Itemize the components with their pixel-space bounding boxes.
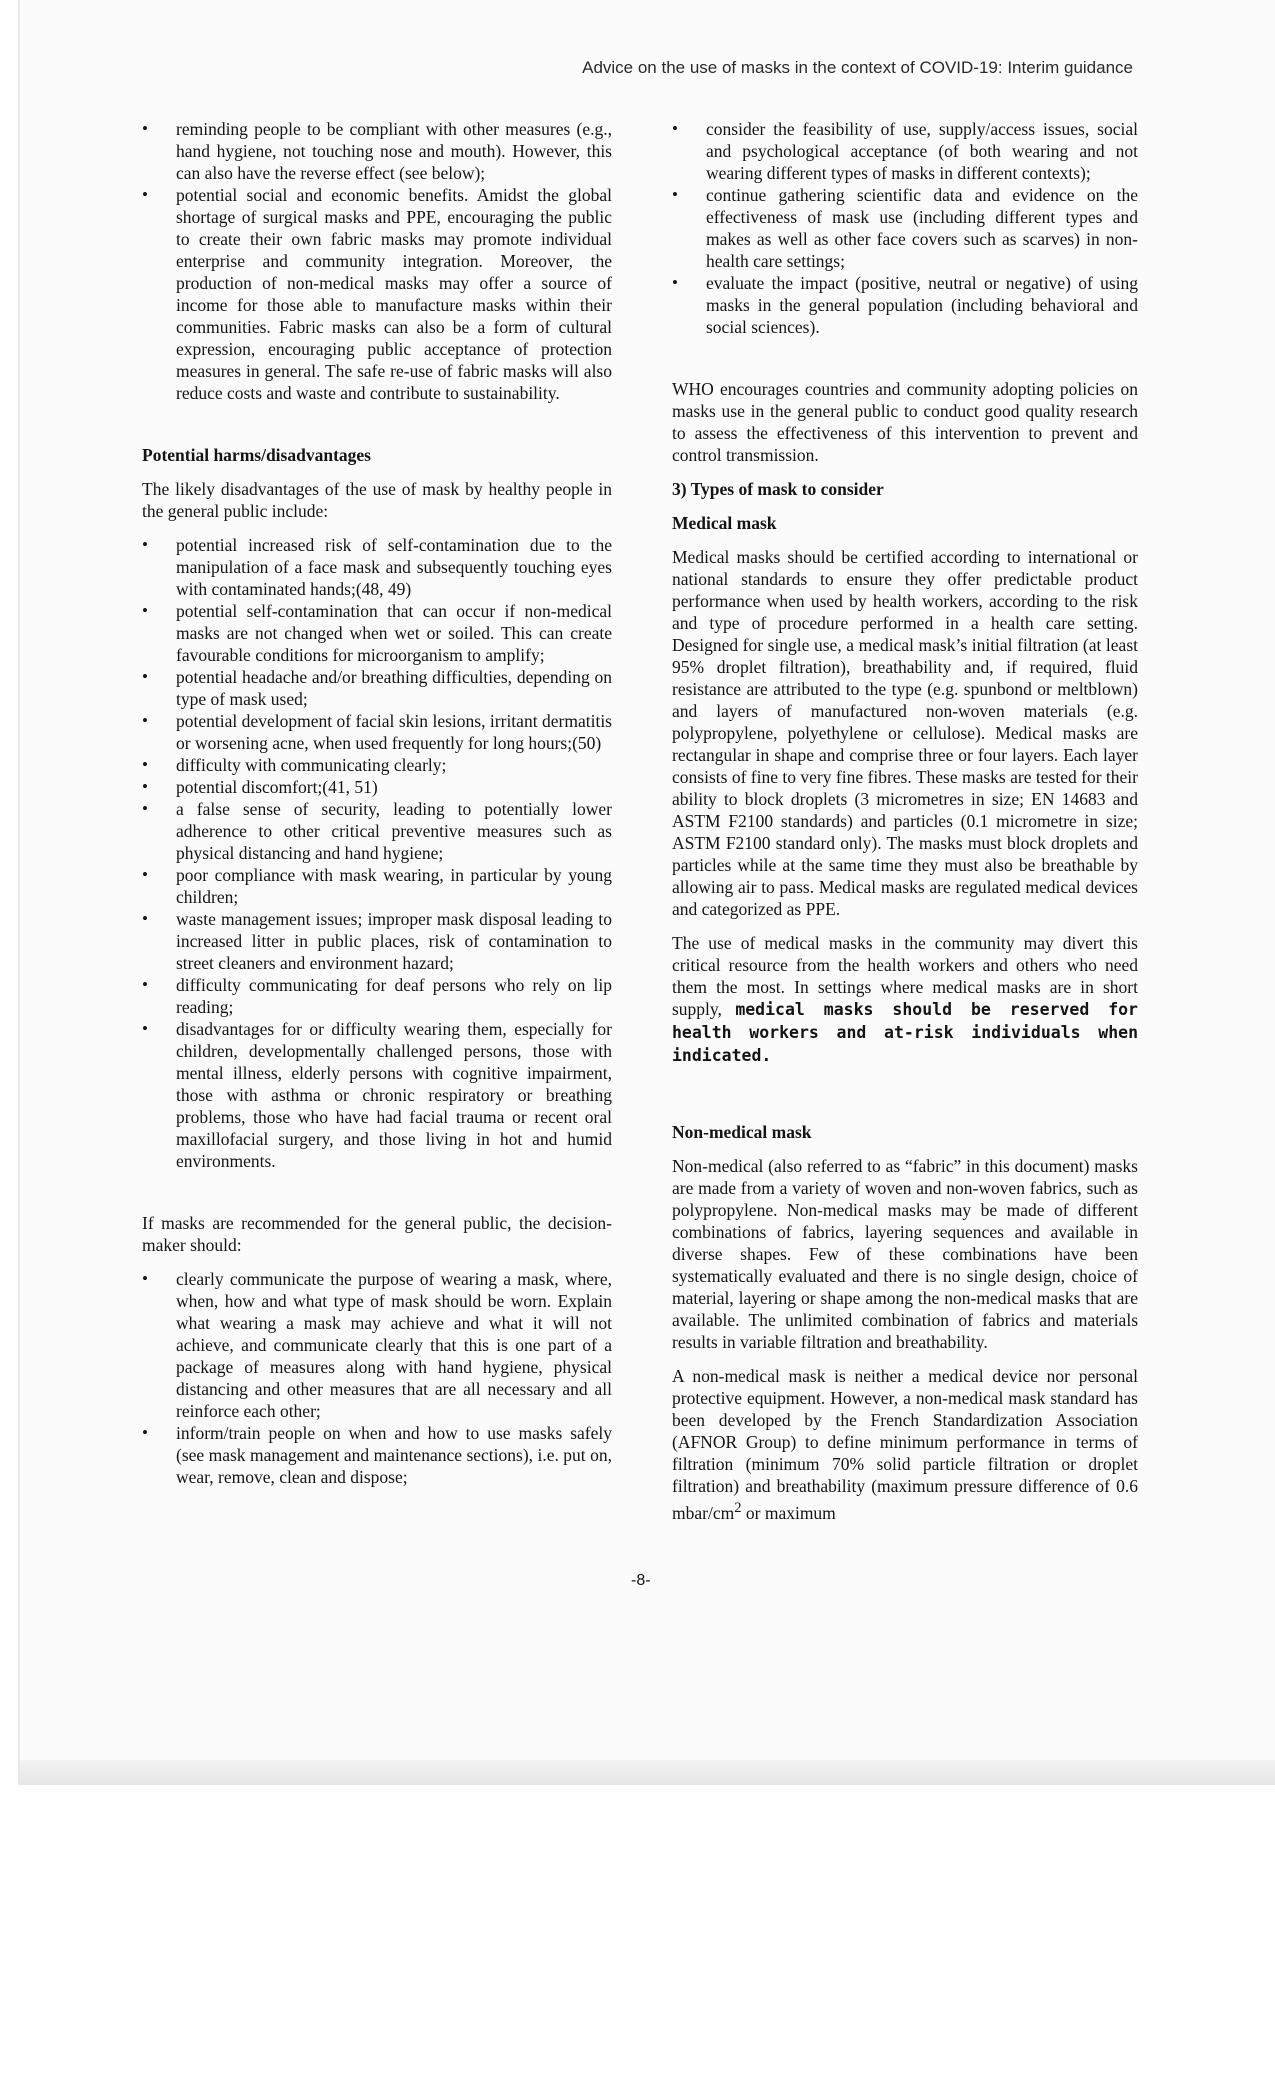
list-item: • clearly communicate the purpose of wearing a mask, where, when, how and what type of mask should be worn. Explain what wearing a mask may achieve and what it will not achieve, and communicate clearly that this is one part of a package of measures along with hand hygiene, physical distancing and other measures that are all necessary and all reinforce each other; — [142, 1269, 612, 1421]
list-item: • potential discomfort;(41, 51) — [142, 777, 378, 797]
list-item: • consider the feasibility of use, supply/access issues, social and psychological acceptance (of both wearing and not wearing different types of masks in different contexts); — [672, 119, 1138, 183]
left-column — [142, 118, 612, 1502]
decision-list — [142, 1268, 612, 1488]
harms-list — [142, 534, 612, 1172]
list-item: • potential increased risk of self-contamination due to the manipulation of a face mask and subsequently touching eyes with contaminated hands;(48, 49) — [142, 535, 612, 599]
community-paragraph: The use of medical masks in the community may divert this critical resource from the health workers and others who need them the most. In settings where medical masks are in short supply, medical masks should be reserved for health workers and at-risk individuals when indicated. — [672, 933, 1138, 1065]
benefits-list — [142, 118, 612, 404]
page-number: -8- — [631, 1572, 651, 1589]
continued-list — [672, 118, 1138, 338]
section-heading-harms: Potential harms/disadvantages — [142, 445, 371, 465]
running-header: Advice on the use of masks in the context of COVID-19: Interim guidance — [582, 58, 1133, 77]
section-heading-types: 3) Types of mask to consider — [672, 479, 884, 499]
list-item: • difficulty with communicating clearly; — [142, 755, 447, 775]
right-column — [672, 118, 1138, 1536]
scan-edge — [20, 1760, 1275, 1785]
list-item: • a false sense of security, leading to potentially lower adherence to other critical preventive measures such as physical distancing and hand hygiene; — [142, 799, 612, 863]
list-item: • evaluate the impact (positive, neutral or negative) of using masks in the general population (including behavioral and social sciences). — [672, 273, 1138, 337]
list-item: • inform/train people on when and how to use masks safely (see mask management and maintenance sections), i.e. put on, wear, remove, clean and dispose; — [142, 1423, 612, 1487]
list-item: • difficulty communicating for deaf persons who rely on lip reading; — [142, 975, 612, 1017]
subheading-non-medical-mask: Non-medical mask — [672, 1122, 812, 1142]
list-item: • potential development of facial skin lesions, irritant dermatitis or worsening acne, when used frequently for long hours;(50) — [142, 711, 612, 753]
list-item: • reminding people to be compliant with other measures (e.g., hand hygiene, not touching nose and mouth). However, this can also have the reverse effect (see below); — [142, 119, 612, 183]
list-item: • waste management issues; improper mask disposal leading to increased litter in public places, risk of contamination to street cleaners and environment hazard; — [142, 909, 612, 973]
list-item: • potential self-contamination that can occur if non-medical masks are not changed when wet or soiled. This can create favourable conditions for microorganism to amplify; — [142, 601, 612, 665]
list-item: • potential headache and/or breathing difficulties, depending on type of mask used; — [142, 667, 612, 709]
medical-mask-paragraph: Medical masks should be certified according to international or national standards to ensure they offer predictable product performance when used by health workers, according to the risk and type of procedure performed in a health care setting. Designed for single use, a medical mask’s initial filtration (at least 95% droplet filtration), breathability and, if required, fluid resistance are attributed to the type (e.g. spunbond or meltblown) and layers of manufactured non-woven materials (e.g. polypropylene, polyethylene or cellulose). Medical masks are rectangular in shape and comprise three or four layers. Each layer consists of fine to very fine fibres. These masks are tested for their ability to block droplets (3 micrometres in size; EN 14683 and ASTM F2100 standards) and particles (0.1 micrometre in size; ASTM F2100 standard only). The masks must block droplets and particles while at the same time they must also be breathable by allowing air to pass. Medical masks are regulated medical devices and categorized as PPE. — [672, 547, 1138, 919]
afnor-paragraph: A non-medical mask is neither a medical device nor personal protective equipment. However, a non-medical mask standard has been developed by the French Standardization Association (AFNOR Group) to define minimum performance in terms of filtration (minimum 70% solid particle filtration or droplet filtration) and breathability (maximum pressure difference of 0.6 mbar/$cm^2$ or maximum — [672, 1366, 1138, 1523]
harms-intro: The likely disadvantages of the use of mask by healthy people in the general public include: — [142, 479, 612, 521]
reserved-note: medical masks should be reserved for health workers and at-risk individuals when indicated. — [672, 1000, 1138, 1065]
list-item: • potential social and economic benefits. Amidst the global shortage of surgical masks and PPE, encouraging the public to create their own fabric masks may promote individual enterprise and community integration. Moreover, the production of non-medical masks may offer a source of income for those able to manufacture masks within their communities. Fabric masks can also be a form of cultural expression, encouraging public acceptance of protection measures in general. The safe re-use of fabric masks will also reduce costs and waste and contribute to sustainability. — [142, 185, 612, 403]
list-item: • poor compliance with mask wearing, in particular by young children; — [142, 865, 612, 907]
subheading-medical-mask: Medical mask — [672, 513, 777, 533]
non-medical-paragraph: Non-medical (also referred to as “fabric” in this document) masks are made from a variety of woven and non-woven fabrics, such as polypropylene. Non-medical masks may be made of different combinations of fabrics, layering sequences and available in diverse shapes. Few of these combinations have been systematically evaluated and there is no single design, choice of material, layering or shape among the non-medical masks that are available. The unlimited combination of fabrics and materials results in variable filtration and breathability. — [672, 1156, 1138, 1352]
who-paragraph: WHO encourages countries and community adopting policies on masks use in the general public to conduct good quality research to assess the effectiveness of this intervention to prevent and control transmission. — [672, 379, 1138, 465]
decision-intro: If masks are recommended for the general public, the decision-maker should: — [142, 1213, 612, 1255]
list-item: • disadvantages for or difficulty wearing them, especially for children, developmentally challenged persons, those with mental illness, elderly persons with cognitive impairment, those with asthma or chronic respiratory or breathing problems, those who have had facial trauma or recent oral maxillofacial surgery, and those living in hot and humid environments. — [142, 1019, 612, 1171]
list-item: • continue gathering scientific data and evidence on the effectiveness of mask use (including different types and makes as well as other face covers such as scarves) in non-health care settings; — [672, 185, 1138, 271]
